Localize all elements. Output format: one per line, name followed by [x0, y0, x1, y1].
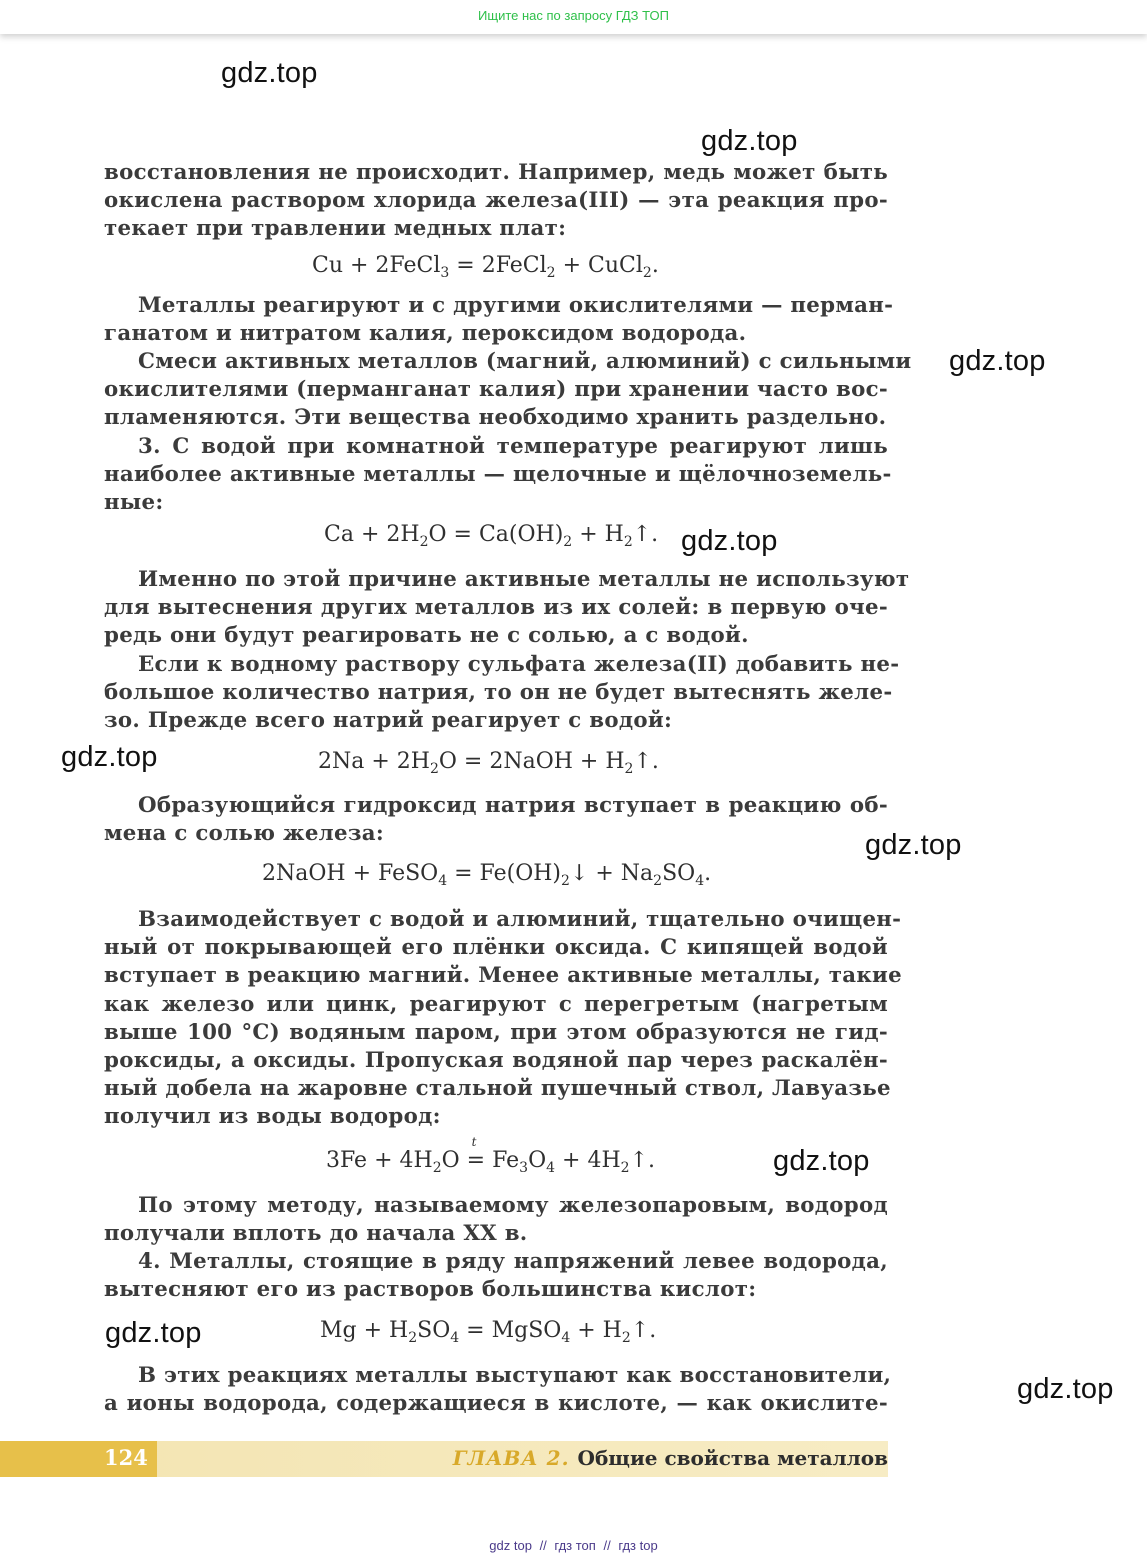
paragraph [104, 792, 888, 848]
text-line: для вытеснения других металлов из их солей: в первую оче- [104, 595, 888, 621]
text-line: Металлы реагируют и с другими окислителями — перман- [138, 293, 894, 318]
equation-cu-fecl3: Cu + 2FeCl$_3$ = 2FeCl$_2$ + CuCl$_2$. [312, 253, 659, 281]
text-line: восстановления не происходит. Например, медь может быть [104, 160, 888, 185]
text-line: Если к водному раствору сульфата железа(II) добавить не- [138, 652, 900, 677]
text-line: Взаимодействует с водой и алюминий, тщательно очищен- [138, 907, 902, 932]
equation-na-h2o: $2Na + 2H_2O$ = 2NaOH + $H_2↑$. [318, 749, 659, 777]
watermark: gdz.top [681, 525, 778, 557]
paragraph [104, 159, 888, 244]
chapter-label: ГЛАВА 2. [452, 1446, 570, 1470]
watermark: gdz.top [949, 345, 1046, 377]
text-line: ганатом и нитратом калия, пероксидом водорода. [104, 321, 747, 347]
text-line: 4. Металлы, стоящие в ряду напряжений левее водорода, [138, 1249, 888, 1274]
text-line: зо. Прежде всего натрий реагирует с водой: [104, 708, 673, 734]
bottom-link[interactable]: гдз top [618, 1538, 658, 1553]
bottom-link[interactable]: гдз топ [554, 1538, 596, 1553]
paragraph [104, 1248, 888, 1304]
separator: // [603, 1538, 611, 1553]
text-line: Образующийся гидроксид натрия вступает в реакцию об- [138, 793, 888, 818]
bottom-link[interactable]: gdz top [489, 1538, 532, 1553]
watermark: gdz.top [773, 1145, 870, 1177]
equation-naoh-feso4: 2NaOH + FeSO$_4$ = $Fe(OH)_2↓ + Na_2SO_4$. [262, 861, 712, 889]
text-line: редь они будут реагировать не с солью, а с водой. [104, 623, 749, 649]
text-line: вступает в реакцию магний. Менее активные металлы, такие [104, 963, 902, 989]
bottom-links [0, 1538, 1147, 1553]
text-line: В этих реакциях металлы выступают как восстановители, [138, 1363, 892, 1388]
text-line: пламеняются. Эти вещества необходимо хранить раздельно. [104, 405, 887, 431]
text-line: получали вплоть до начала XX в. [104, 1221, 528, 1247]
text-line: большое количество натрия, то он не будет вытеснять желе- [104, 680, 893, 706]
paragraph [104, 566, 910, 651]
equation-fe-h2o: $3Fe + 4H_2O$ t = $Fe_3O_4$ + $4H_2↑$. [326, 1135, 656, 1176]
paragraph [104, 906, 902, 1132]
chapter-title: Общие свойства металлов [577, 1446, 888, 1470]
text-line: По этому методу, называемому железопаровым, водород [138, 1193, 888, 1218]
text-line: как железо или цинк, реагируют с перегретым (нагретым [104, 991, 888, 1017]
top-banner: Ищите нас по запросу ГДЗ ТОП [0, 0, 1147, 34]
equation-ca-h2o: $Ca + 2H_2O = Ca(OH)_2$ + $H_2↑$. [324, 522, 659, 550]
paragraph [104, 1362, 892, 1418]
paragraph [104, 348, 912, 433]
text-line: а ионы водорода, содержащиеся в кислоте, — как окислите- [104, 1391, 888, 1417]
watermark: gdz.top [865, 829, 962, 861]
text-line: окислителями (перманганат калия) при хранении часто вос- [104, 377, 889, 403]
page-number: 124 [104, 1445, 148, 1470]
text-line: ные: [104, 490, 164, 516]
text-line: ный добела на жаровне стальной пушечный ствол, Лавуазье [104, 1076, 891, 1102]
text-line: роксиды, а оксиды. Пропуская водяной пар через раскалён- [104, 1047, 888, 1073]
chapter-heading [453, 1446, 888, 1470]
text-line: мена с солью железа: [104, 821, 384, 847]
text-line: выше 100 °C) водяным паром, при этом образуются не гид- [104, 1019, 888, 1045]
text-line: текает при травлении медных плат: [104, 216, 567, 242]
text-line: окислена раствором хлорида железа(III) — эта реакция про- [104, 188, 888, 214]
paragraph [104, 1192, 888, 1248]
text-line: ный от покрывающей его плёнки оксида. С кипящей водой [104, 935, 888, 961]
text-line: получил из воды водород: [104, 1104, 441, 1130]
watermark: gdz.top [1017, 1373, 1114, 1405]
watermark: gdz.top [61, 741, 158, 773]
paragraph [104, 651, 900, 736]
text-line: 3. С водой при комнатной температуре реагируют лишь [138, 434, 888, 459]
watermark: gdz.top [221, 57, 318, 89]
watermark: gdz.top [105, 1317, 202, 1349]
text-line: Именно по этой причине активные металлы не используют [138, 567, 910, 592]
paragraph [104, 292, 894, 348]
paragraph [104, 433, 892, 518]
text-line: наиболее активные металлы — щелочные и щёлочноземель- [104, 462, 892, 488]
equation-mg-h2so4: $Mg + H_2SO_4$ = MgSO$_4$ + $H_2↑$. [320, 1318, 657, 1346]
separator: // [539, 1538, 547, 1553]
text-line: Смеси активных металлов (магний, алюминий) с сильными [138, 349, 912, 374]
text-line: вытесняют его из растворов большинства кислот: [104, 1277, 757, 1303]
watermark: gdz.top [701, 125, 798, 157]
